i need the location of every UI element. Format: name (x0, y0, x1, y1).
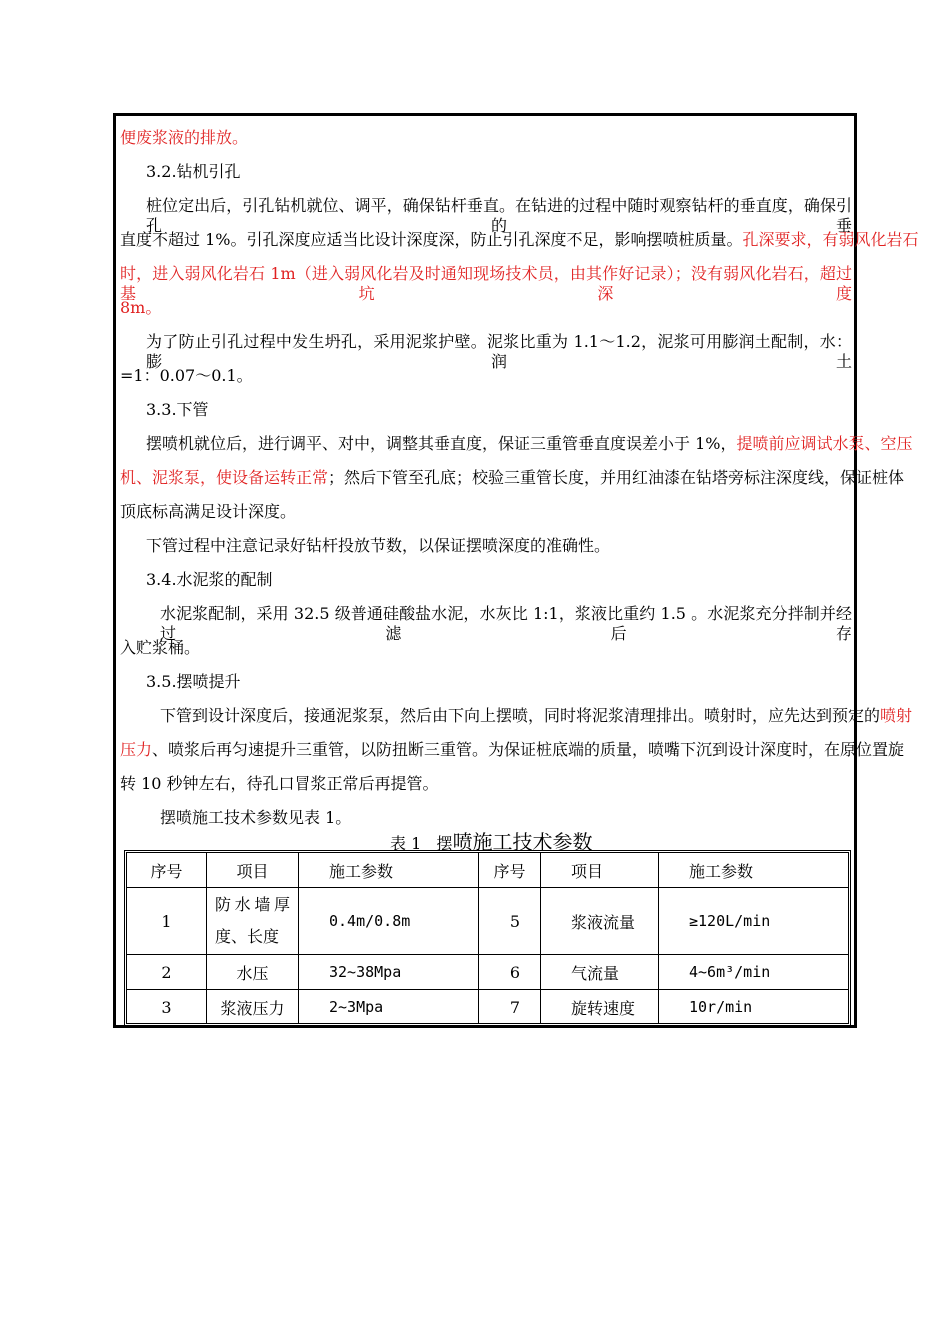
table-cell: 旋转速度 (541, 990, 659, 1025)
paragraph-4: 下管过程中注意记录好钻杆投放节数，以保证摆喷深度的准确性。 (146, 536, 611, 555)
paragraph-5-line-2: 入贮浆桶。 (120, 638, 201, 657)
paragraph-2-line-2: =1：0.07～0.1。 (120, 366, 253, 385)
header-cell: 项目 (541, 853, 659, 888)
table-row (127, 990, 849, 1025)
section-heading-3-5: 3.5.摆喷提升 (146, 672, 241, 691)
paragraph-2-line-1: 为了防止引孔过程中发生坍孔，采用泥浆护壁。泥浆比重为 1.1～1.2，泥浆可用膨润土配制，水：膨润土 (146, 332, 852, 371)
section-heading-3-3: 3.3.下管 (146, 400, 209, 419)
paragraph-6-line-1: 下管到设计深度后，接通泥浆泵，然后由下向上摆喷，同时将泥浆清理排出。喷射时，应先达到预定的喷射 (160, 706, 913, 725)
table-caption-prefix: 表 1 (390, 834, 422, 853)
table-cell: 5 (479, 888, 541, 955)
table-cell: 1 (127, 888, 207, 955)
table-cell: 3 (127, 990, 207, 1025)
table-cell: 浆液压力 (207, 990, 299, 1025)
paragraph-5-line-1: 水泥浆配制，采用 32.5 级普通硅酸盐水泥，水灰比 1:1，浆液比重约 1.5 。水泥浆充分拌制并经过滤后存 (160, 604, 852, 643)
paragraph-1-line-1: 桩位定出后，引孔钻机就位、调平，确保钻杆垂直。在钻进的过程中随时观察钻杆的垂直度，确保引孔的垂 (146, 196, 852, 235)
table-cell: ≥120L/min (659, 888, 849, 955)
paragraph-1-line-3: 时，进入弱风化岩石 1m（进入弱风化岩及时通知现场技术员，由其作好记录）；没有弱风化岩石，超过基坑深度 (120, 264, 852, 303)
header-cell: 施工参数 (299, 853, 479, 888)
table-row (127, 888, 849, 955)
table-cell: 气流量 (541, 955, 659, 990)
paragraph-6-line-2: 压力、喷浆后再匀速提升三重管，以防扭断三重管。为保证桩底端的质量，喷嘴下沉到设计深度时，在原位置旋 (120, 740, 905, 759)
paragraph-3-line-1: 摆喷机就位后，进行调平、对中，调整其垂直度，保证三重管垂直度误差小于 1%，提喷前应调试水泵、空压 (146, 434, 913, 453)
table-cell: 10r/min (659, 990, 849, 1025)
paragraph-6-line-3: 转 10 秒钟左右，待孔口冒浆正常后再提管。 (120, 774, 439, 793)
table-cell: 浆液流量 (541, 888, 659, 955)
paragraph-7: 摆喷施工技术参数见表 1。 (160, 808, 352, 827)
table-caption-small: 摆 (436, 834, 453, 853)
header-cell: 施工参数 (659, 853, 849, 888)
table-caption-title: 喷施工技术参数 (452, 830, 593, 854)
table-cell: 6 (479, 955, 541, 990)
section-heading-3-4: 3.4.水泥浆的配制 (146, 570, 273, 589)
paragraph-continuation: 便废浆液的排放。 (120, 128, 249, 147)
table-cell: 2 (127, 955, 207, 990)
section-heading-3-2: 3.2.钻机引孔 (146, 162, 241, 181)
table-cell: 水压 (207, 955, 299, 990)
paragraph-1-line-2: 直度不超过 1%。引孔深度应适当比设计深度深，防止引孔深度不足，影响摆喷桩质量。孔深要求，有弱风化岩石 (120, 230, 919, 249)
table-cell: 4~6m³/min (659, 955, 849, 990)
table-header-row (127, 853, 849, 888)
table-cell: 32~38Mpa (299, 955, 479, 990)
paragraph-1-line-4: 8m。 (120, 298, 162, 317)
header-cell: 序号 (127, 853, 207, 888)
table-cell: 防水墙厚度、长度 (207, 888, 299, 955)
table-row (127, 955, 849, 990)
table-cell: 2~3Mpa (299, 990, 479, 1025)
parameters-table (126, 852, 849, 1024)
table-cell: 0.4m/0.8m (299, 888, 479, 955)
paragraph-3-line-3: 顶底标高满足设计深度。 (120, 502, 297, 521)
table-cell: 7 (479, 990, 541, 1025)
header-cell: 项目 (207, 853, 299, 888)
header-cell: 序号 (479, 853, 541, 888)
table-caption (390, 826, 593, 855)
paragraph-3-line-2: 机、泥浆泵，使设备运转正常；然后下管至孔底；校验三重管长度，并用红油漆在钻塔旁标注深度线，保证桩体 (120, 468, 905, 487)
